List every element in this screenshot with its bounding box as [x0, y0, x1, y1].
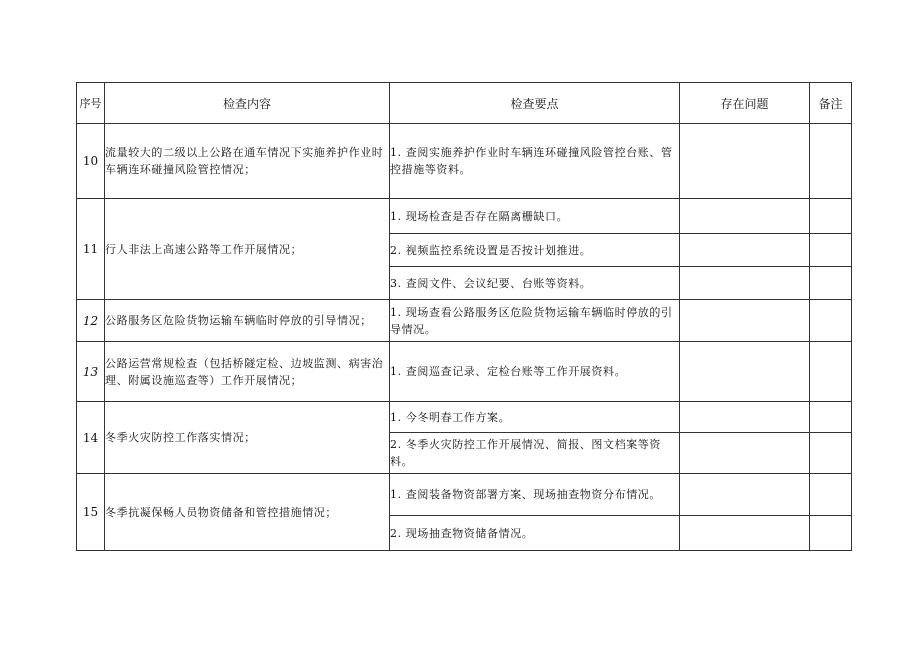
check-point: 2. 冬季火灾防控工作开展情况、简报、图文档案等资料。: [390, 433, 680, 474]
header-seq: 序号: [77, 83, 105, 124]
table-row: [77, 402, 852, 433]
row-number: 11: [77, 199, 105, 300]
check-point: 3. 查阅文件、会议纪要、台账等资料。: [390, 267, 680, 300]
issues-cell[interactable]: [680, 433, 810, 474]
row-number: 15: [77, 474, 105, 551]
check-point: 1. 现场查看公路服务区危险货物运输车辆临时停放的引导情况。: [390, 300, 680, 342]
issues-cell[interactable]: [680, 300, 810, 342]
header-remarks: 备注: [810, 83, 852, 124]
row-number: 12: [77, 300, 105, 342]
row-number: 10: [77, 124, 105, 199]
header-row: [77, 83, 852, 124]
table-row: [77, 474, 852, 516]
issues-cell[interactable]: [680, 474, 810, 516]
header-content: 检查内容: [105, 83, 390, 124]
table-row: [77, 124, 852, 199]
check-point: 2. 现场抽查物资储备情况。: [390, 516, 680, 551]
remarks-cell[interactable]: [810, 342, 852, 402]
remarks-cell[interactable]: [810, 124, 852, 199]
issues-cell[interactable]: [680, 267, 810, 300]
remarks-cell[interactable]: [810, 234, 852, 267]
check-content: 公路运营常规检查（包括桥隧定检、边坡监测、病害治理、附属设施巡查等）工作开展情况；: [105, 342, 390, 402]
header-issues: 存在问题: [680, 83, 810, 124]
issues-cell[interactable]: [680, 199, 810, 234]
table-row: [77, 300, 852, 342]
check-point: 1. 今冬明春工作方案。: [390, 402, 680, 433]
issues-cell[interactable]: [680, 342, 810, 402]
check-content: 行人非法上高速公路等工作开展情况；: [105, 199, 390, 300]
check-content: 冬季抗凝保畅人员物资储备和管控措施情况；: [105, 474, 390, 551]
issues-cell[interactable]: [680, 124, 810, 199]
row-number: 14: [77, 402, 105, 474]
check-point: 1. 查阅实施养护作业时车辆连环碰撞风险管控台账、管控措施等资料。: [390, 124, 680, 199]
check-content: 流量较大的二级以上公路在通车情况下实施养护作业时车辆连环碰撞风险管控情况；: [105, 124, 390, 199]
remarks-cell[interactable]: [810, 300, 852, 342]
row-number: 13: [77, 342, 105, 402]
remarks-cell[interactable]: [810, 267, 852, 300]
remarks-cell[interactable]: [810, 199, 852, 234]
issues-cell[interactable]: [680, 402, 810, 433]
check-content: 冬季火灾防控工作落实情况；: [105, 402, 390, 474]
table-row: [77, 342, 852, 402]
inspection-table: [76, 82, 852, 551]
remarks-cell[interactable]: [810, 433, 852, 474]
remarks-cell[interactable]: [810, 474, 852, 516]
table-row: [77, 199, 852, 234]
remarks-cell[interactable]: [810, 516, 852, 551]
header-points: 检查要点: [390, 83, 680, 124]
issues-cell[interactable]: [680, 516, 810, 551]
check-point: 1. 查阅巡查记录、定检台账等工作开展资料。: [390, 342, 680, 402]
check-point: 1. 查阅装备物资部署方案、现场抽查物资分布情况。: [390, 474, 680, 516]
remarks-cell[interactable]: [810, 402, 852, 433]
check-point: 1. 现场检查是否存在隔离栅缺口。: [390, 199, 680, 234]
check-point: 2. 视频监控系统设置是否按计划推进。: [390, 234, 680, 267]
check-content: 公路服务区危险货物运输车辆临时停放的引导情况；: [105, 300, 390, 342]
issues-cell[interactable]: [680, 234, 810, 267]
